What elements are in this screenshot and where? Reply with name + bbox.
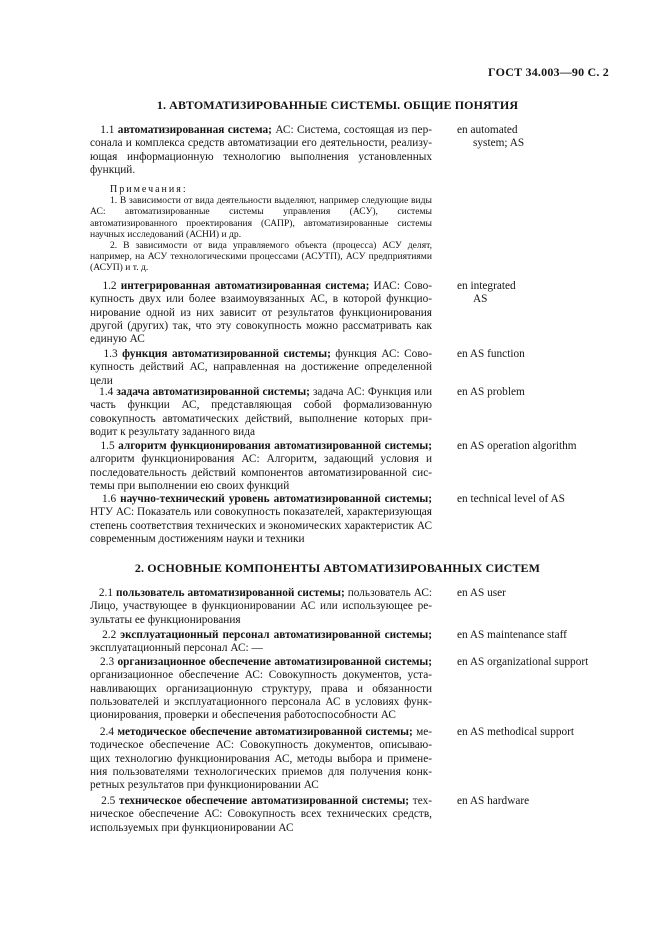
entry-term: интегрированная автоматизированная система; bbox=[120, 280, 370, 292]
entry-term: задача автоматизированной системы; bbox=[116, 386, 310, 398]
entry-1-6 bbox=[90, 493, 432, 546]
entry-definition: алгоритм функционирования АС: Алгоритм, задающий условия и последовательность действий компонентов автоматизированной системы при выполнении ею своих функций bbox=[90, 453, 432, 492]
entry-definition: методическое обеспечение АС: Совокупность документов, описывающих технологию функционирования АС, методы выбора и применения пользователями технологических приемов для получения конкретных результатов при функционировании АС bbox=[90, 726, 432, 792]
entry-number: 2.2 bbox=[102, 629, 117, 641]
note-2: 2. В зависимости от вида управляемого объекта (процесса) АСУ делят, например, на АСУ технологическими процессами (АСУТП), АСУ предприятиями (АСУП) и т. д. bbox=[90, 240, 432, 274]
entry-definition: ИАС: Совокупность двух или более взаимоувязанных АС, в которой функционирование одной из них зависит от результатов функционирования другой (других) так, что эту совокупность можно рассматривать как единую АС bbox=[90, 280, 432, 346]
entry-definition: эксплуатационный персонал АС: — bbox=[90, 642, 263, 655]
entry-definition: задача АС: Функция или часть функции АС, представляющая собой формализованную совокупность автоматических действий, выполнение которых приводит к результату заданного вида bbox=[90, 386, 433, 438]
entry-definition: техническое обеспечение АС: Совокупность всех технических средств, используемых при функционировании АС bbox=[90, 795, 433, 834]
entry-number: 2.5 bbox=[101, 795, 116, 807]
entry-2-3-english: en AS organizational support bbox=[457, 656, 589, 668]
note-1: 1. В зависимости от вида деятельности выделяют, например следующие виды АС: автоматизированные системы управления (АСУ), системы автоматизированного проектирования (САПР), автоматизированные системы научных исследований (АСНИ) и др. bbox=[90, 195, 432, 240]
entry-number: 1.4 bbox=[99, 386, 114, 398]
entry-number: 2.1 bbox=[98, 587, 114, 599]
entry-1-5-english: en AS operation algorithm bbox=[457, 440, 577, 452]
english-term: en integrated bbox=[457, 280, 516, 292]
entry-1-2-english bbox=[457, 280, 637, 307]
section-1-title: 1. АВТОМАТИЗИРОВАННЫЕ СИСТЕМЫ. ОБЩИЕ ПОНЯТИЯ bbox=[156, 98, 519, 112]
entry-2-5 bbox=[90, 795, 432, 835]
entry-1-3-english: en AS function bbox=[457, 348, 525, 360]
entry-number: 1.2 bbox=[102, 280, 117, 292]
entry-term: научно-технический уровень автоматизированной системы; bbox=[120, 493, 432, 505]
entry-1-1 bbox=[90, 124, 432, 177]
entry-1-2 bbox=[90, 280, 432, 346]
entry-2-4-english: en AS methodical support bbox=[457, 726, 575, 738]
entry-term: автоматизированная система; bbox=[117, 124, 272, 136]
english-term-cont: AS bbox=[473, 293, 488, 306]
entry-term: организационное обеспечение автоматизированной системы; bbox=[117, 656, 432, 668]
page-header-doc-ref: ГОСТ 34.003—90 С. 2 bbox=[488, 65, 609, 79]
entry-number: 2.3 bbox=[99, 656, 115, 668]
entry-2-2-english: en AS maintenance staff bbox=[457, 629, 567, 641]
entry-definition: НТУ АС: Показатель или совокупность показателей, характеризующая степень соответствия технических и экономических характеристик АС современным достижениям науки и техники bbox=[90, 506, 432, 545]
entry-term: функция автоматизированной системы; bbox=[122, 348, 331, 360]
entry-1-6-english: en technical level of AS bbox=[457, 493, 565, 505]
notes-block bbox=[90, 184, 432, 274]
entry-number: 1.6 bbox=[102, 493, 117, 505]
entry-term: эксплуатационный персонал автоматизированной системы; bbox=[120, 629, 432, 641]
entry-definition: организационное обеспечение АС: Совокупность документов, устанавливающих организационную структуру, права и обязанности пользователей и эксплуатационного персонала АС в условиях функционирования, проверки и обеспечения работоспособности АС bbox=[90, 669, 432, 722]
entry-term: техническое обеспечение автоматизированной системы; bbox=[119, 795, 410, 807]
entry-term: алгоритм функционирования автоматизированной системы; bbox=[118, 440, 432, 452]
entry-2-5-english: en AS hardware bbox=[457, 795, 530, 807]
entry-1-1-english bbox=[457, 124, 637, 151]
entry-number: 2.4 bbox=[99, 726, 115, 738]
entry-2-4 bbox=[90, 726, 432, 792]
english-term: en automated bbox=[457, 124, 518, 136]
entry-1-4 bbox=[90, 386, 432, 439]
entry-2-1-english: en AS user bbox=[457, 587, 506, 599]
entry-definition: функция АС: Совокупность действий АС, направленная на достижение определенной цели bbox=[90, 348, 432, 387]
entry-2-3 bbox=[90, 656, 432, 722]
entry-definition: АС: Система, состоящая из персонала и комплекса средств автоматизации его деятельности, реализующая информационную технологию выполнения установленных функций. bbox=[90, 124, 432, 176]
entry-1-4-english: en AS problem bbox=[457, 386, 525, 398]
entry-term: методическое обеспечение автоматизированной системы; bbox=[117, 726, 413, 738]
entry-1-5 bbox=[90, 440, 432, 493]
entry-term: пользователь автоматизированной системы; bbox=[116, 587, 345, 599]
entry-number: 1.3 bbox=[103, 348, 118, 360]
entry-definition: пользователь АС: Лицо, участвующее в функционировании АС или использующее результаты ее функционирования bbox=[90, 587, 432, 626]
section-2-title: 2. ОСНОВНЫЕ КОМПОНЕНТЫ АВТОМАТИЗИРОВАННЫХ СИСТЕМ bbox=[134, 561, 541, 575]
entry-number: 1.1 bbox=[100, 124, 115, 136]
entry-number: 1.5 bbox=[100, 440, 115, 452]
entry-2-2 bbox=[90, 629, 432, 656]
entry-2-1 bbox=[90, 587, 432, 627]
english-term-cont: system; AS bbox=[473, 137, 525, 150]
entry-1-3 bbox=[90, 348, 432, 388]
notes-heading: Примечания: bbox=[110, 184, 188, 195]
